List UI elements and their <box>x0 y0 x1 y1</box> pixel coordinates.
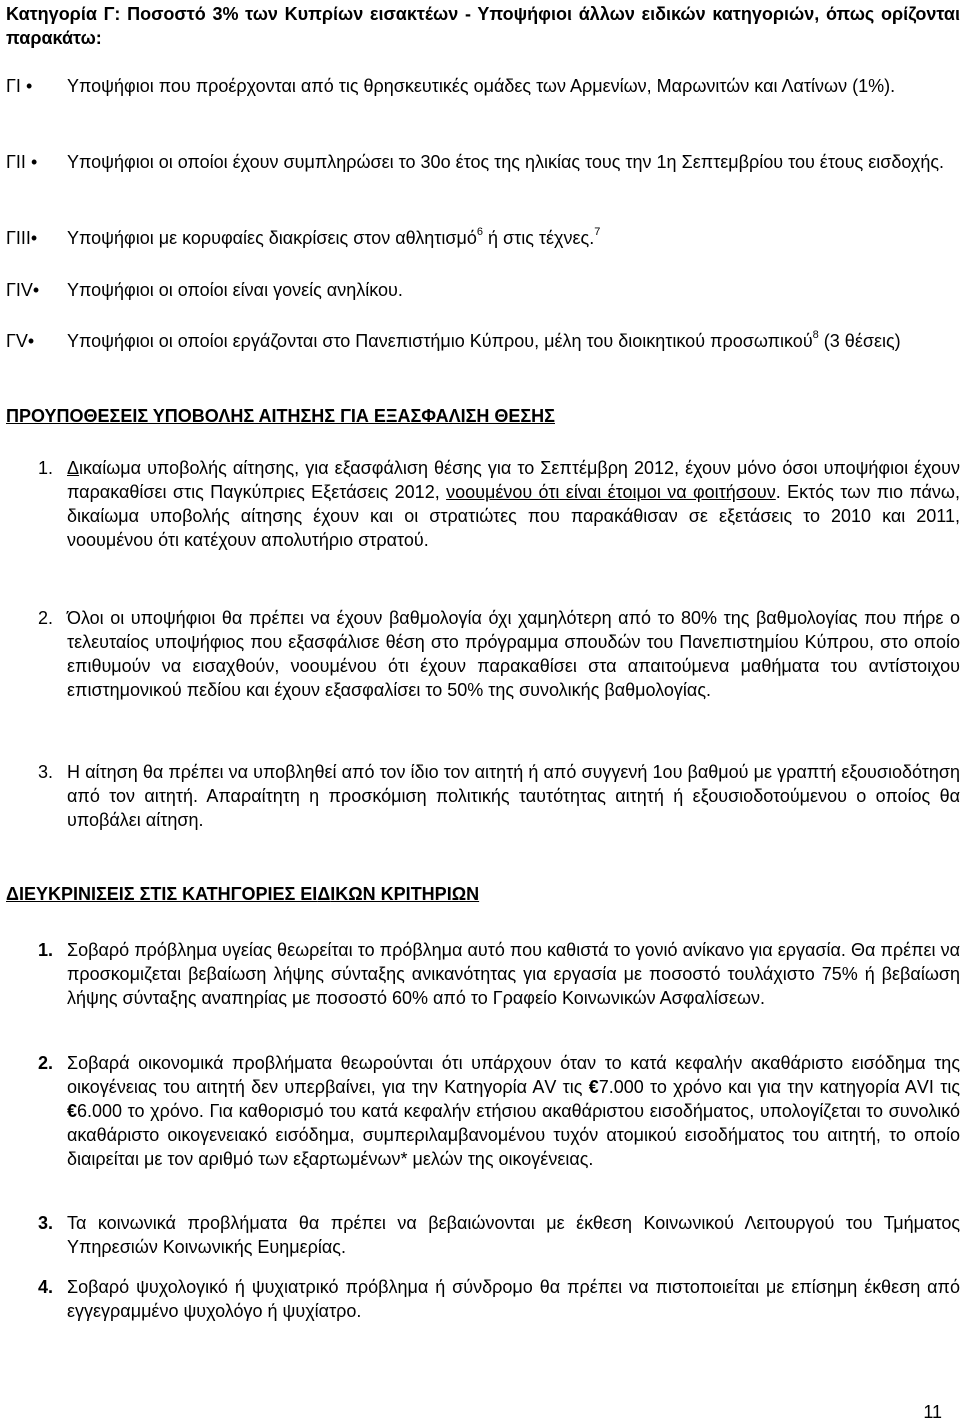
category-text: Υποψήφιοι οι οποίοι έχουν συμπληρώσει το 30ο έτος της ηλικίας τους την 1η Σεπτεμβρίου του έτους εισδοχής. <box>67 152 945 172</box>
condition-text: Η αίτηση θα πρέπει να υποβληθεί από τον ίδιο τον αιτητή ή από συγγενή 1ου βαθμού με γραπτή εξουσιοδότηση από τον αιτητή. Απαραίτητη η προσκόμιση πολιτικής ταυτότητας αιτητή ή εξουσιοδοτούμενου ο οποίος θα υποβάλει αίτηση. <box>67 762 960 830</box>
category-text: Υποψήφιοι που προέρχονται από τις θρησκευτικές ομάδες των Αρμενίων, Μαρωνιτών και Λατίνων (1%). <box>67 76 896 96</box>
category-label: ΓΙV• <box>6 280 40 300</box>
condition-number: 2. <box>38 608 54 628</box>
category-heading: Κατηγορία Γ: Ποσοστό 3% των Κυπρίων εισακτέων - Υποψήφιοι άλλων ειδικών κατηγοριών, όπως ορίζονται παρακάτω: <box>6 4 960 48</box>
category-label: ΓΙΙΙ• <box>6 228 38 248</box>
category-label: ΓΙ • <box>6 76 33 96</box>
page-number: 11 <box>923 1402 942 1422</box>
clarification-number: 3. <box>38 1213 54 1233</box>
condition-text: Δικαίωμα υποβολής αίτησης, για εξασφάλιση θέσης για το Σεπτέμβρη 2012, έχουν μόνο όσοι υποψήφιοι έχουν παρακαθίσει στις Παγκύπριες Εξετάσεις 2012, νοουμένου ότι είναι έτοιμοι να φοιτήσουν. Εκτός των πιο πάνω, δικαίωμα υποβολής αίτησης έχουν και οι στρατιώτες που παρακάθισαν σε εξετάσεις το 2010 και 2011, νοουμένου ότι κατέχουν απολυτήριο στρατού. <box>67 458 960 550</box>
clarification-text: Σοβαρό πρόβλημα υγείας θεωρείται το πρόβλημα αυτό που καθιστά το γονιό ανίκανο για εργασία. Θα πρέπει να προσκομιζεται βεβαίωση λήψης σύνταξης ανικανότητας για εργασία με ποσοστό τουλάχιστο 75% ή βεβαίωση λήψης σύνταξης αναπηρίας με ποσοστό 60% από το Γραφείο Κοινωνικών Ασφαλίσεων. <box>67 940 960 1008</box>
clarification-text: Σοβαρά οικονομικά προβλήματα θεωρούνται ότι υπάρχουν όταν το κατά κεφαλήν ακαθάριστο εισόδημα της οικογένειας του αιτητή δεν υπερβαίνει, για την Κατηγορία ΑV τις €7.000 το χρόνο και για την κατηγορία ΑVI τις €6.000 το χρόνο. Για καθορισμό του κατά κεφαλήν ετήσιου ακαθάριστου εισοδήματος, υπολογίζεται το συνολικό ακαθάριστο οικογενειακό εισόδημα, συμπεριλαμβανομένου τυχόν ατομικού εισοδήματος του αιτητή, το οποίο διαιρείται με τον αριθμό των εξαρτωμένων* μελών της οικογένειας. <box>67 1053 960 1169</box>
conditions-heading: ΠΡΟΥΠΟΘΕΣΕΙΣ ΥΠΟΒΟΛΗΣ ΑΙΤΗΣΗΣ ΓΙΑ ΕΞΑΣΦΑΛΙΣΗ ΘΕΣΗΣ <box>6 406 555 426</box>
clarification-number: 1. <box>38 940 54 960</box>
category-text: Υποψήφιοι οι οποίοι είναι γονείς ανηλίκου. <box>67 280 403 300</box>
clarifications-heading: ΔΙΕΥΚΡΙΝΙΣΕΙΣ ΣΤΙΣ ΚΑΤΗΓΟΡΙΕΣ ΕΙΔΙΚΩΝ ΚΡΙΤΗΡΙΩΝ <box>6 884 480 904</box>
category-label: ΓΙΙ • <box>6 152 38 172</box>
clarification-text: Τα κοινωνικά προβλήματα θα πρέπει να βεβαιώνονται με έκθεση Κοινωνικού Λειτουργού του Τμήματος Υπηρεσιών Κοινωνικής Ευημερίας. <box>67 1213 960 1257</box>
clarification-number: 2. <box>38 1053 54 1073</box>
condition-number: 3. <box>38 762 54 782</box>
category-text: Υποψήφιοι οι οποίοι εργάζονται στο Πανεπιστήμιο Κύπρου, μέλη του διοικητικού προσωπικού$^8$ (3 θέσεις) <box>67 329 901 351</box>
clarification-number: 4. <box>38 1277 54 1297</box>
category-label: ΓV• <box>6 331 35 351</box>
condition-number: 1. <box>38 458 54 478</box>
clarification-text: Σοβαρό ψυχολογικό ή ψυχιατρικό πρόβλημα ή σύνδρομο θα πρέπει να πιστοποιείται με επίσημη έκθεση από εγγεγραμμένο ψυχολόγο ή ψυχίατρο. <box>67 1277 960 1321</box>
condition-text: Όλοι οι υποψήφιοι θα πρέπει να έχουν βαθμολογία όχι χαμηλότερη από το 80% της βαθμολογίας που πήρε ο τελευταίος υποψήφιος που εξασφάλισε θέση στο πρόγραμμα σπουδών του Πανεπιστημίου Κύπρου, στο οποίο επιθυμούν να εισαχθούν, νοουμένου ότι έχουν παρακαθίσει στα απαιτούμενα μαθήματα του αντίστοιχου επιστημονικού πεδίου και έχουν εξασφαλίσει το 50% της συνολικής βαθμολογίας. <box>67 608 960 700</box>
category-text: Υποψήφιοι με κορυφαίες διακρίσεις στον αθλητισμό$^6$ ή στις τέχνες.$^7$ <box>67 226 601 248</box>
